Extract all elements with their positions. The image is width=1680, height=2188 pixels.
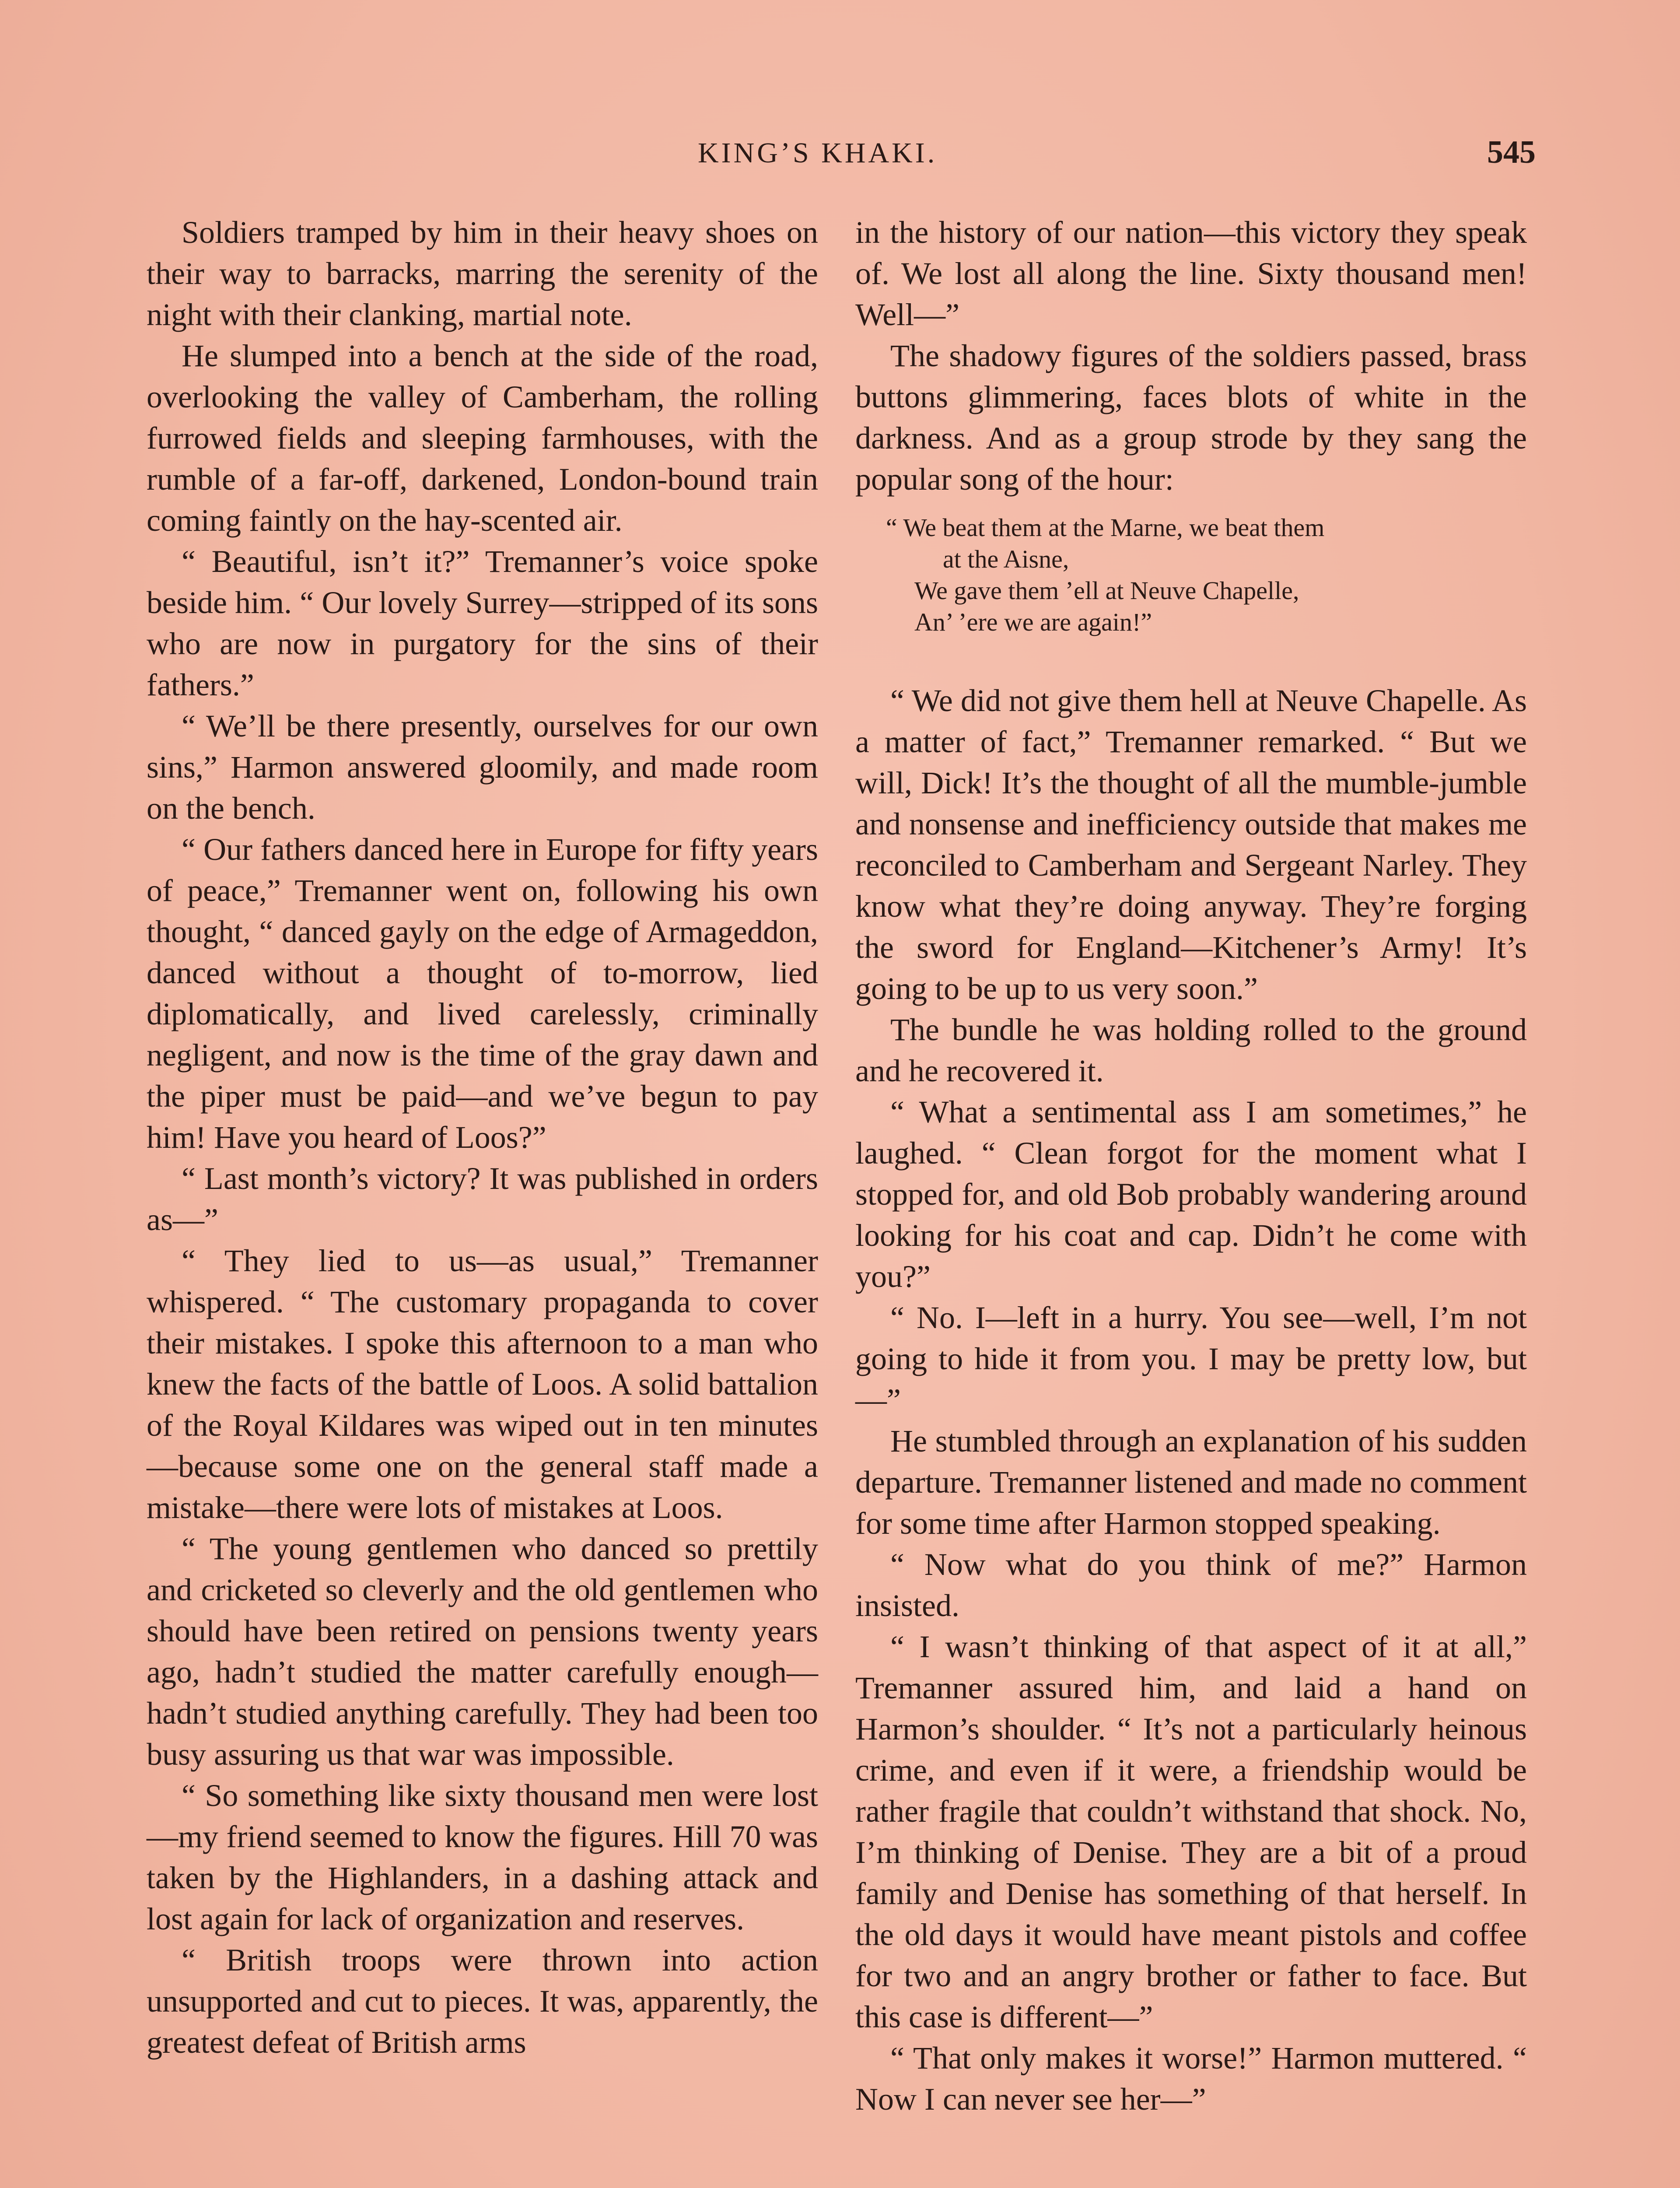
paragraph: “ We did not give them hell at Neuve Chapelle. As a matter of fact,” Tremanner remarked. “ But we will, Dick! It’s the thought of all the mumble-jumble and nonsense and inefficiency outside that makes me reconciled to Camberham and Sergeant Narley. They know what they’re doing anyway. They’re forging the sword for England—Kitchener’s Army! It’s going to be up to us very soon.” [855, 683, 1527, 1006]
paragraph: He slumped into a bench at the side of the road, overlooking the valley of Camberham, the rolling furrowed fields and sleeping farmhouses, with the rumble of a far-off, darkened, London-bound train coming faintly on the hay-scented air. [147, 338, 818, 538]
paragraph: “ British troops were thrown into action unsupported and cut to pieces. It was, apparently, the greatest defeat of British arms [147, 1943, 818, 2060]
verse-line: We gave them ’ell at Neuve Chapelle, [914, 576, 1299, 605]
paragraph: The shadowy figures of the soldiers passed, brass buttons glimmering, faces blots of white in the darkness. And as a group strode by they sang the popular song of the hour: [855, 338, 1527, 497]
running-title: KING’S KHAKI. [698, 137, 938, 169]
paragraph: “ No. I—left in a hurry. You see—well, I’m not going to hide it from you. I may be pretty low, but—” [855, 1300, 1527, 1417]
paragraph: “ The young gentlemen who danced so prettily and cricketed so cleverly and the old gentlemen who should have been retired on pensions twenty years ago, hadn’t studied the matter carefully enough—hadn’t studied anything carefully. They had been too busy assuring us that war was impossible. [147, 1531, 818, 1772]
paragraph-continued: in the history of our nation—this victory they speak of. We lost all along the line. Sixty thousand men! Well—” [855, 215, 1527, 332]
paragraph: “ Last month’s victory? It was published in orders as—” [147, 1161, 818, 1237]
paragraph: “ What a sentimental ass I am sometimes,” he laughed. “ Clean forgot for the moment what I stopped for, and old Bob probably wandering around looking for his coat and cap. Didn’t he come with you?” [855, 1094, 1527, 1294]
paragraph: He stumbled through an explanation of his sudden departure. Tremanner listened and made no comment for some time after Harmon stopped speaking. [855, 1424, 1527, 1541]
paragraph: “ Beautiful, isn’t it?” Tremanner’s voice spoke beside him. “ Our lovely Surrey—stripped of its sons who are now in purgatory for the sins of their fathers.” [147, 544, 818, 702]
verse-line: “ We beat them at the Marne, we beat them [886, 513, 1325, 542]
verse-line: An’ ’ere we are again!” [914, 608, 1152, 636]
song-verse [886, 512, 1527, 638]
verse-line: at the Aisne, [943, 545, 1069, 573]
paragraph: “ I wasn’t thinking of that aspect of it at all,” Tremanner assured him, and laid a hand on Harmon’s shoulder. “ It’s not a particularly heinous crime, and even if it were, a friendship would be rather fragile that couldn’t withstand that shock. No, I’m thinking of Denise. They are a bit of a proud family and Denise has something of that herself. In the old days it would have meant pistols and coffee for two and an angry brother or father to face. But this case is different—” [855, 1629, 1527, 2034]
paragraph: “ So something like sixty thousand men were lost—my friend seemed to know the figures. Hill 70 was taken by the Highlanders, in a dashing attack and lost again for lack of organization and reserves. [147, 1778, 818, 1936]
paragraph: “ Now what do you think of me?” Harmon insisted. [855, 1547, 1527, 1623]
paragraph: Soldiers tramped by him in their heavy shoes on their way to barracks, marring the serenity of the night with their clanking, martial note. [147, 215, 818, 332]
left-column [147, 212, 818, 2063]
paragraph: “ They lied to us—as usual,” Tremanner whispered. “ The customary propaganda to cover their mistakes. I spoke this afternoon to a man who knew the facts of the battle of Loos. A solid battalion of the Royal Kildares was wiped out in ten minutes—because some one on the general staff made a mistake—there were lots of mistakes at Loos. [147, 1243, 818, 1525]
paragraph: “ Our fathers danced here in Europe for fifty years of peace,” Tremanner went on, following his own thought, “ danced gayly on the edge of Armageddon, danced without a thought of to-morrow, lied diplomatically, and lived carelessly, criminally negligent, and now is the time of the gray dawn and the piper must be paid—and we’ve begun to pay him! Have you heard of Loos?” [147, 832, 818, 1155]
paragraph: “ We’ll be there presently, ourselves for our own sins,” Harmon answered gloomily, and made room on the bench. [147, 708, 818, 826]
right-column [855, 212, 1527, 2120]
paragraph: The bundle he was holding rolled to the ground and he recovered it. [855, 1012, 1527, 1088]
page-number: 545 [1487, 134, 1536, 170]
paragraph: “ That only makes it worse!” Harmon muttered. “ Now I can never see her—” [855, 2041, 1527, 2117]
